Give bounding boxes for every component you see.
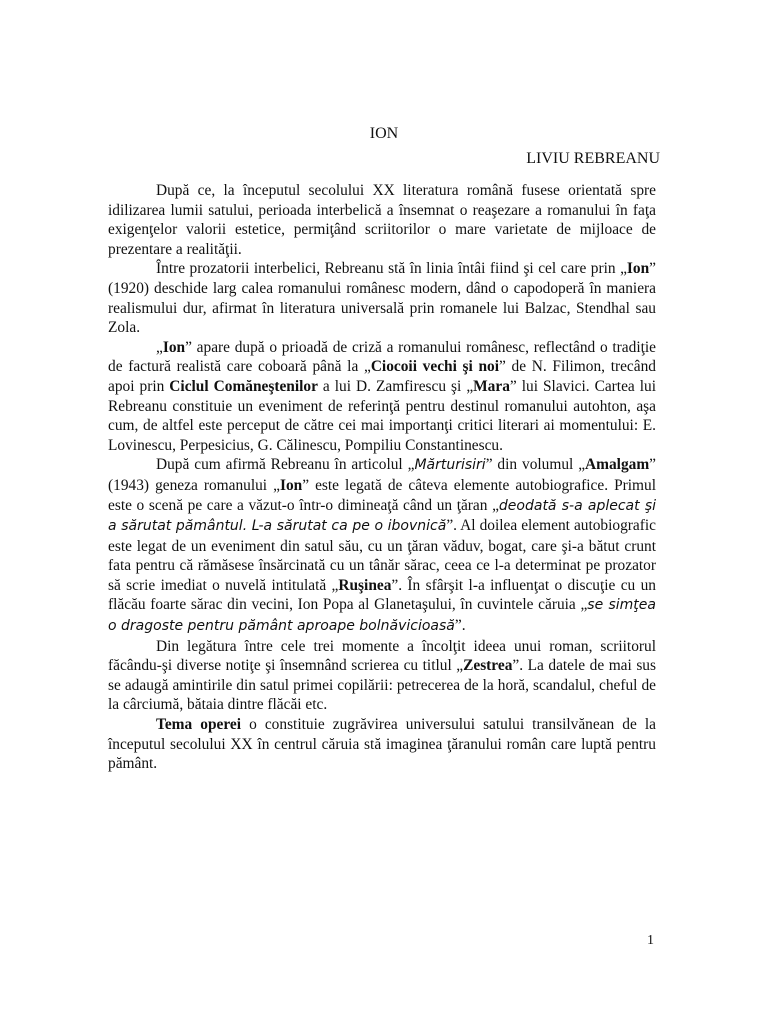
italic-quote: deodată s-a aplecat şi a sărutat pământul. L-a sărutat ca pe o ibovnică — [108, 497, 656, 535]
text-run: ”. Al doilea element autobiografic este legat de un eveniment din satul său, cu un ţăran văduv, bogat, care şi-a bătut crunt fata pentru că rămăsese însărcinată cu un tânăr sărac, ceea ce l-a determinat pe prozator să scrie imediat o nuvelă intitulată „ — [108, 517, 656, 594]
bold-text: Tema operei — [156, 716, 242, 734]
text-run: ” (1920) deschide larg calea romanului românesc modern, dând o capodoperă în maniera realismului dur, afirmat în literatura universală prin romanele lui Balzac, Stendhal sau Zola. — [108, 260, 656, 337]
document-body — [108, 181, 656, 774]
text-run: ”. La datele de mai sus se adaugă amintirile din satul primei copilării: petrecerea de la horă, scandalul, cheful de la cârciumă, bătaia dintre flăcăi etc. — [108, 657, 656, 714]
bold-text: Ciclul Comăneştenilor — [169, 377, 318, 395]
text-run: ”. — [454, 617, 466, 635]
document-author: LIVIU REBREANU — [526, 150, 660, 167]
paragraph — [108, 455, 656, 636]
text-run: ” din volumul „ — [485, 456, 586, 474]
bold-text: Ruşinea — [338, 576, 392, 594]
text-run: o constituie zugrăvirea universului satului transilvănean de la începutul secolului XX în centrul căruia stă imaginea ţăranului român care luptă pentru pământ. — [108, 716, 656, 773]
page-number: 1 — [647, 933, 654, 948]
text-run: ”. În sfârşit l-a influenţat o discuţie cu un flăcău foarte sărac din vecini, Ion Popa al Glanetaşului, în cuvintele căruia „ — [108, 576, 656, 614]
paragraph — [108, 338, 656, 456]
text-run: După cum afirmă Rebreanu în articolul „ — [156, 456, 415, 474]
bold-text: Ion — [162, 338, 186, 356]
text-run: ” (1943) geneza romanului „ — [108, 456, 656, 494]
italic-quote: se simţea o dragoste pentru pământ aproape bolnăvicioasă — [108, 597, 656, 635]
text-run: ” este legată de câteva elemente autobiografice. Primul este o scenă pe care a văzut-o într-o dimineaţă când un ţăran „ — [108, 476, 656, 514]
text-run: ” apare după o prioadă de criză a romanului românesc, reflectând o tradiţie de factură realistă care coboară până la „ — [108, 338, 656, 376]
text-run: ” de N. Filimon, trecând apoi prin — [108, 358, 656, 395]
text-run: Între prozatorii interbelici, Rebreanu stă în linia întâi fiind şi cel care prin „ — [156, 260, 627, 278]
paragraph — [108, 637, 656, 715]
text-run: „ — [156, 338, 163, 356]
bold-text: Zestrea — [463, 657, 513, 675]
paragraph — [108, 181, 656, 259]
text-run: După ce, la începutul secolului XX literatura română fusese orientată spre idilizarea lumii satului, perioada interbelică a însemnat o reaşezare a romanului în faţa exigenţelor valorii estetice, permiţând scriitorilor o mare varietate de mijloace de prezentare a realităţii. — [108, 182, 656, 258]
text-run: a lui D. Zamfirescu şi „ — [317, 377, 474, 395]
text-run: ” lui Slavici. Cartea lui Rebreanu constituie un eveniment de referinţă pentru destinul romanului autohton, aşa cum, de altfel este perceput de către cei mai importanţi critici literari ai momentului: E. Lovinescu, Perpesicius, G. Călinescu, Pompiliu Constantinescu. — [108, 377, 656, 454]
bold-text: Ciocoii vechi şi noi — [370, 358, 500, 376]
paragraph — [108, 259, 656, 337]
document-title: ION — [369, 125, 399, 142]
bold-text: Amalgam — [585, 456, 650, 474]
bold-text: Ion — [626, 260, 650, 278]
bold-text: Mara — [473, 377, 510, 395]
italic-quote: Mărturisiri — [414, 457, 486, 474]
paragraph — [108, 715, 656, 774]
text-run: Din legătura între cele trei momente a încolţit ideea unui roman, scriitorul făcându-şi diverse notiţe şi însemnând scrierea cu titlul „ — [108, 637, 656, 675]
bold-text: Ion — [279, 476, 303, 494]
